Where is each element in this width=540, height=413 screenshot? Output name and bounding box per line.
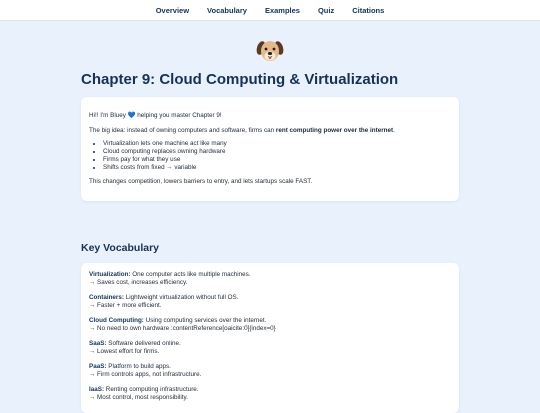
vocab-note: → Lowest effort for firms. [89,347,160,355]
list-item: • Shifts costs from fixed → variable [103,164,227,172]
vocab-entry [89,317,276,332]
vocab-note: → Most control, most responsibility. [89,393,188,401]
list-item: • Virtualization lets one machine act like many [103,140,227,148]
intro-card [81,97,459,201]
vocab-definition: Lightweight virtualization without full OS. [124,294,239,301]
nav-citations[interactable]: Citations [352,5,385,15]
vocab-entry [89,363,201,378]
page-title: Chapter 9: Cloud Computing & Virtualization [81,71,399,88]
vocab-note: → No need to own hardware :contentReference[oaicite:0]{index=0} [89,324,276,332]
vocab-term: Cloud Computing: [89,317,144,324]
vocab-definition: Renting computing infrastructure. [104,386,199,393]
vocab-definition: Using computing services over the internet. [143,317,267,324]
vocab-note: → Firm controls apps, not infrastructure. [89,370,202,378]
intro-greeting: Hi!! I'm Bluey 💙 helping you master Chapter 9! [89,112,222,119]
vocab-entry [89,340,181,355]
vocab-entry [89,386,199,401]
list-item: • Cloud computing replaces owning hardware [103,148,227,156]
intro-big-idea: The big idea: instead of owning computers and software, firms can rent computing power over the internet. [89,127,395,134]
vocab-definition: Platform to build apps. [106,363,171,370]
intro-bullets [89,140,227,172]
top-nav [0,0,540,21]
vocab-entry [89,271,251,286]
vocab-entry [89,294,238,309]
vocab-definition: Software delivered online. [106,340,181,347]
vocab-definition: One computer acts like multiple machines. [130,271,251,278]
blue-heart-icon: 💙 [127,112,136,119]
vocab-term: PaaS: [89,363,107,370]
section-title-vocabulary: Key Vocabulary [81,242,160,254]
vocab-term: IaaS: [89,386,105,393]
list-item: • Firms pay for what they use [103,156,227,164]
dog-face-icon [255,37,285,63]
nav-quiz[interactable]: Quiz [317,5,335,15]
intro-closing: This changes competition, lowers barriers to entry, and lets startups scale FAST. [89,178,313,185]
nav-overview[interactable]: Overview [155,5,190,15]
vocab-term: Virtualization: [89,271,131,278]
vocab-card [81,263,459,413]
vocab-note: → Saves cost, increases efficiency. [89,278,188,286]
nav-vocabulary[interactable]: Vocabulary [207,5,247,15]
nav-examples[interactable]: Examples [264,5,300,15]
vocab-term: SaaS: [89,340,107,347]
vocab-term: Containers: [89,294,124,301]
vocab-note: → Faster + more efficient. [89,301,162,309]
